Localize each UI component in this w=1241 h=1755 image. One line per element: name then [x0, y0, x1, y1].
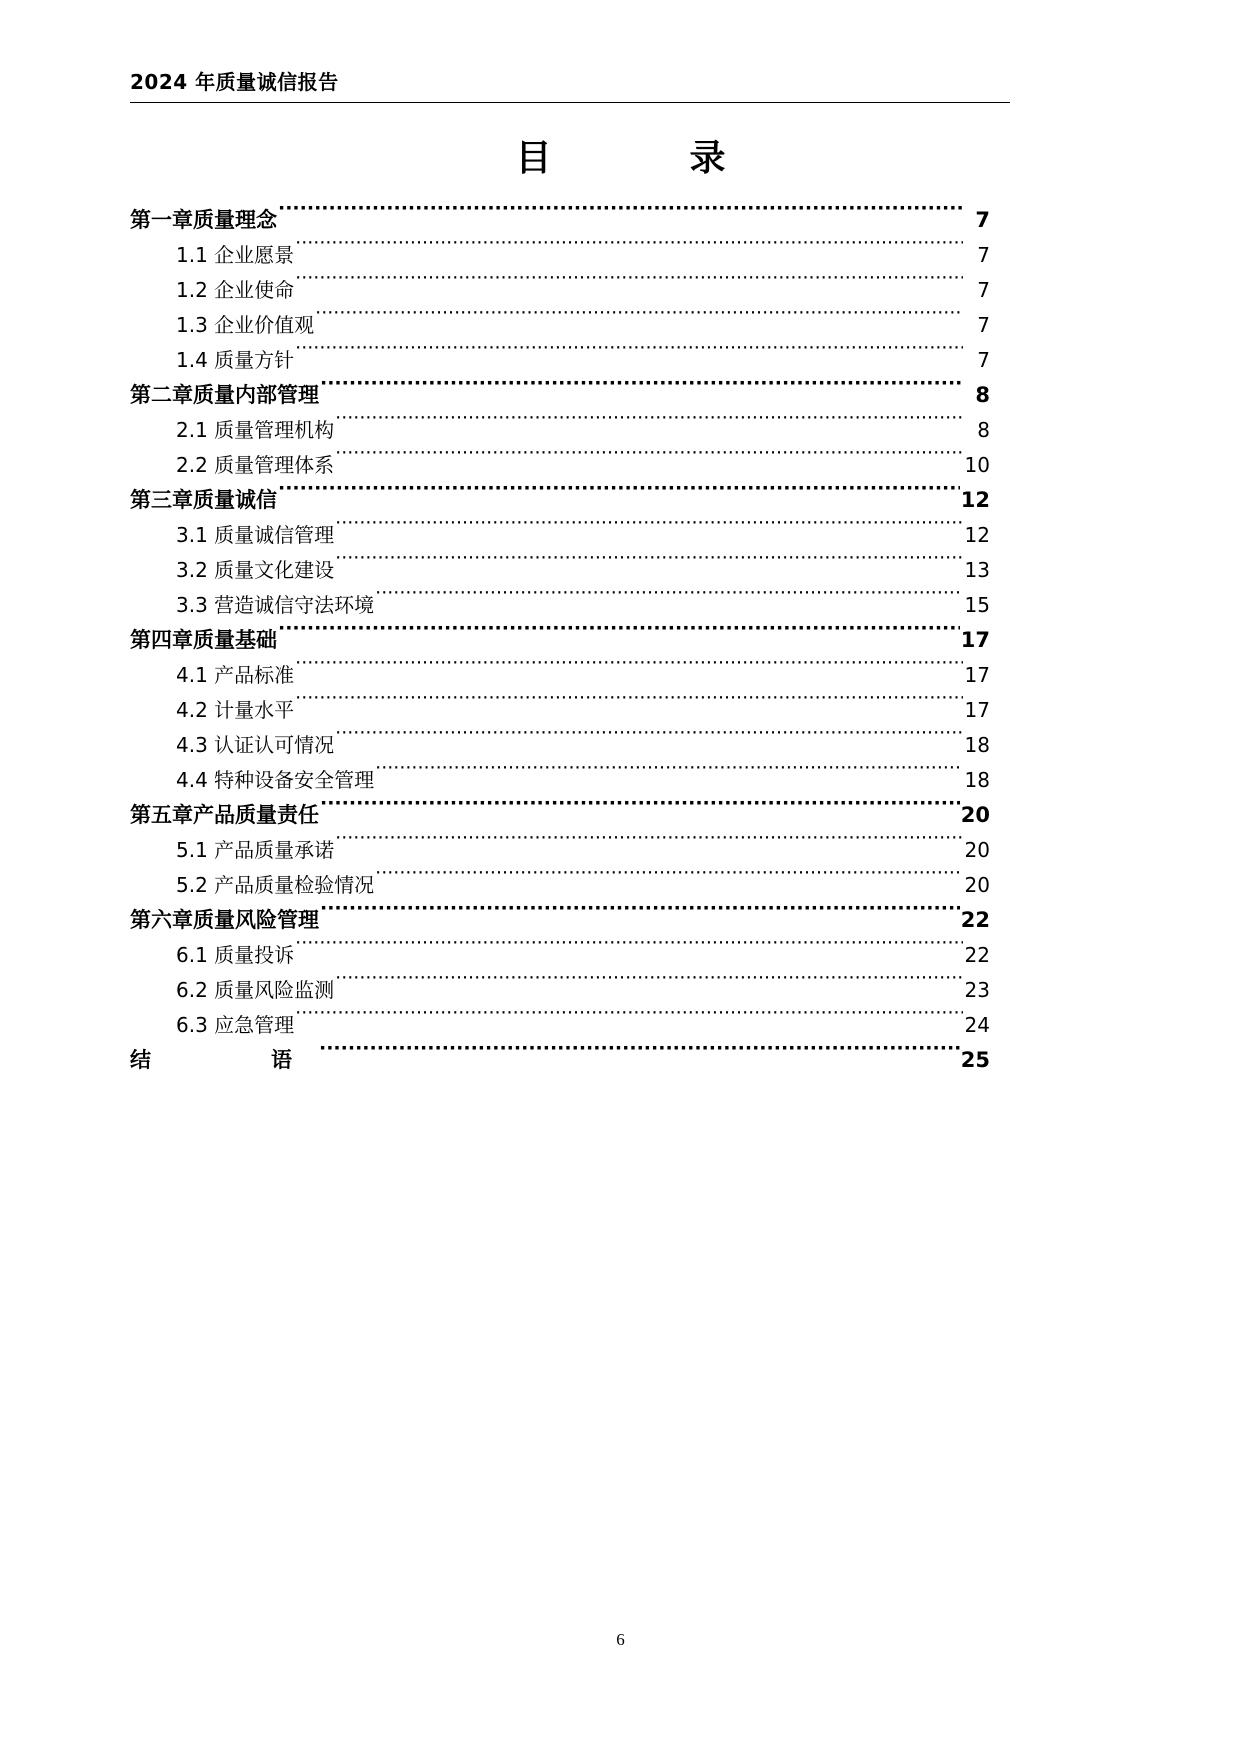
toc-entry-page: 17	[964, 698, 990, 722]
toc-entry[interactable]	[130, 658, 990, 693]
toc-entry-page: 7	[977, 243, 990, 267]
toc-entry[interactable]	[130, 938, 990, 973]
page-title: 目 录	[515, 138, 748, 179]
toc-entry[interactable]	[130, 588, 990, 623]
toc-entry[interactable]	[130, 238, 990, 273]
toc-entry-page: 25	[960, 1048, 990, 1072]
toc-entry-page: 12	[964, 523, 990, 547]
toc-entry-page: 22	[964, 943, 990, 967]
toc-entry-label: 1.4 质量方针	[176, 348, 295, 372]
toc-leader-dots	[295, 940, 963, 962]
page-header	[130, 70, 1010, 103]
toc-entry-page: 17	[964, 663, 990, 687]
toc-entry-page: 20	[964, 873, 990, 897]
toc-leader-dots	[278, 485, 960, 507]
toc-entry[interactable]	[130, 833, 990, 868]
toc-entry[interactable]	[130, 763, 990, 798]
toc-entry[interactable]	[130, 308, 990, 343]
toc-entry-page: 18	[964, 768, 990, 792]
toc-entry-label: 5.1 产品质量承诺	[176, 838, 335, 862]
toc-entry-page: 12	[960, 488, 990, 512]
toc-entry-page: 10	[964, 453, 990, 477]
toc-entry-page: 24	[964, 1013, 990, 1037]
toc-entry-page: 20	[960, 803, 990, 827]
toc-entry-label: 第一章质量理念	[130, 208, 277, 232]
toc-entry-label: 第二章质量内部管理	[130, 383, 319, 407]
toc-entry-label: 结 语	[130, 1048, 318, 1072]
toc-leader-dots	[320, 905, 960, 927]
toc-entry-label: 5.2 产品质量检验情况	[176, 873, 375, 897]
toc-entry[interactable]	[130, 693, 990, 728]
toc-leader-dots	[320, 380, 963, 402]
toc-leader-dots	[320, 800, 960, 822]
toc-entry[interactable]	[130, 273, 990, 308]
toc-leader-dots	[335, 415, 963, 437]
toc-leader-dots	[295, 275, 963, 297]
toc-leader-dots	[335, 835, 963, 857]
toc-entry[interactable]	[130, 798, 990, 833]
toc-entry-label: 3.2 质量文化建设	[176, 558, 335, 582]
toc-entry-page: 23	[964, 978, 990, 1002]
toc-entry[interactable]	[130, 343, 990, 378]
toc-leader-dots	[278, 625, 960, 647]
toc-entry-label: 4.3 认证认可情况	[176, 733, 335, 757]
toc-leader-dots	[335, 555, 963, 577]
toc-entry[interactable]	[130, 203, 990, 238]
toc-entry-label: 2.1 质量管理机构	[176, 418, 335, 442]
toc-entry-page: 7	[977, 313, 990, 337]
toc-entry[interactable]	[130, 553, 990, 588]
table-of-contents	[130, 203, 990, 1078]
toc-entry[interactable]	[130, 483, 990, 518]
toc-leader-dots	[335, 450, 963, 472]
toc-leader-dots	[295, 1010, 963, 1032]
toc-leader-dots	[295, 240, 963, 262]
toc-entry[interactable]	[130, 413, 990, 448]
toc-entry-label: 第四章质量基础	[130, 628, 277, 652]
toc-entry-label: 6.3 应急管理	[176, 1013, 295, 1037]
toc-entry[interactable]	[130, 1043, 990, 1078]
toc-entry-page: 8	[975, 383, 990, 407]
toc-entry-label: 1.2 企业使命	[176, 278, 295, 302]
toc-entry-label: 3.3 营造诚信守法环境	[176, 593, 375, 617]
toc-entry-page: 20	[964, 838, 990, 862]
toc-entry-label: 1.3 企业价值观	[176, 313, 315, 337]
toc-entry[interactable]	[130, 1008, 990, 1043]
toc-entry-label: 第六章质量风险管理	[130, 908, 319, 932]
toc-entry[interactable]	[130, 973, 990, 1008]
running-title: 2024 年质量诚信报告	[130, 70, 339, 94]
toc-entry-label: 第三章质量诚信	[130, 488, 277, 512]
toc-leader-dots	[295, 695, 963, 717]
toc-leader-dots	[319, 1045, 960, 1067]
toc-entry-label: 4.1 产品标准	[176, 663, 295, 687]
toc-entry[interactable]	[130, 903, 990, 938]
toc-leader-dots	[375, 765, 963, 787]
toc-entry-page: 7	[977, 348, 990, 372]
toc-entry-page: 13	[964, 558, 990, 582]
toc-entry-label: 3.1 质量诚信管理	[176, 523, 335, 547]
page-footer	[0, 1630, 1241, 1650]
toc-entry-page: 18	[964, 733, 990, 757]
toc-entry[interactable]	[130, 448, 990, 483]
toc-entry-label: 第五章产品质量责任	[130, 803, 319, 827]
toc-leader-dots	[335, 730, 963, 752]
toc-entry-page: 8	[977, 418, 990, 442]
toc-entry-page: 7	[977, 278, 990, 302]
toc-entry-page: 15	[964, 593, 990, 617]
toc-leader-dots	[315, 310, 963, 332]
toc-entry-page: 7	[975, 208, 990, 232]
toc-entry-label: 6.2 质量风险监测	[176, 978, 335, 1002]
toc-entry[interactable]	[130, 868, 990, 903]
toc-entry-label: 4.2 计量水平	[176, 698, 295, 722]
toc-leader-dots	[335, 975, 963, 997]
toc-entry-page: 22	[960, 908, 990, 932]
toc-entry-label: 6.1 质量投诉	[176, 943, 295, 967]
toc-entry[interactable]	[130, 623, 990, 658]
toc-leader-dots	[335, 520, 963, 542]
toc-entry-page: 17	[960, 628, 990, 652]
toc-leader-dots	[295, 345, 963, 367]
toc-entry[interactable]	[130, 728, 990, 763]
toc-leader-dots	[375, 590, 963, 612]
toc-entry-label: 1.1 企业愿景	[176, 243, 295, 267]
toc-entry-label: 2.2 质量管理体系	[176, 453, 335, 477]
toc-leader-dots	[278, 205, 963, 227]
footer-page-number: 6	[616, 1630, 625, 1649]
toc-entry-label: 4.4 特种设备安全管理	[176, 768, 375, 792]
toc-leader-dots	[295, 660, 963, 682]
toc-entry[interactable]	[130, 518, 990, 553]
toc-leader-dots	[375, 870, 963, 892]
toc-entry[interactable]	[130, 378, 990, 413]
